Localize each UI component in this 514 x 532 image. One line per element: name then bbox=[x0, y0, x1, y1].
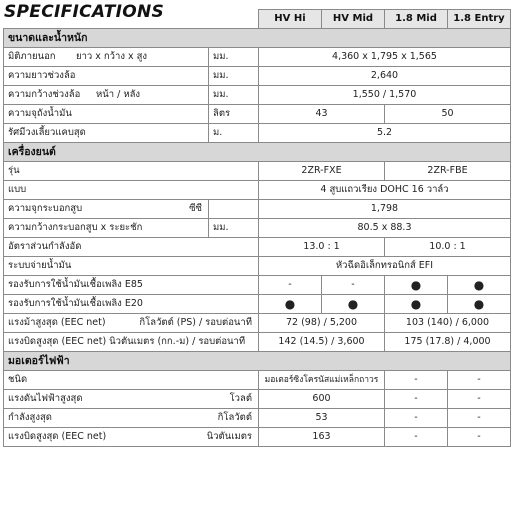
spec-row bbox=[4, 200, 511, 219]
model-18-mid: 1.8 Mid bbox=[385, 10, 448, 29]
label-sub: ซีซี bbox=[189, 203, 202, 214]
spec-row bbox=[4, 333, 511, 352]
section-dimensions: ขนาดและน้ำหนัก bbox=[4, 29, 511, 48]
spec-row bbox=[4, 276, 511, 295]
spec-row bbox=[4, 257, 511, 276]
spec-value-hv: 53 bbox=[259, 409, 385, 428]
spec-table bbox=[3, 9, 511, 447]
spec-unit: ลิตร bbox=[209, 105, 259, 124]
spec-cell: - bbox=[448, 428, 511, 447]
label-text: กำลังสูงสุด bbox=[8, 412, 52, 423]
label-text: มิติภายนอก bbox=[8, 51, 56, 62]
spec-value-gas: 103 (140) / 6,000 bbox=[385, 314, 511, 333]
spec-label: ระบบจ่ายน้ำมัน bbox=[4, 257, 259, 276]
spec-value-hv: 163 bbox=[259, 428, 385, 447]
spec-label: ชนิด bbox=[4, 371, 259, 390]
spec-label: แรงบิดสูงสุด (EEC net) นิวตันเมตร (กก.-ม) / รอบต่อนาที bbox=[4, 333, 259, 352]
spec-row bbox=[4, 314, 511, 333]
spec-label bbox=[4, 200, 209, 219]
spec-label: รุ่น bbox=[4, 162, 259, 181]
section-engine: เครื่องยนต์ bbox=[4, 143, 511, 162]
spec-label: อัตราส่วนกำลังอัด bbox=[4, 238, 259, 257]
spec-cell: - bbox=[385, 428, 448, 447]
spec-unit: ม. bbox=[209, 124, 259, 143]
spec-cell: ● bbox=[259, 295, 322, 314]
spec-cell: ● bbox=[322, 295, 385, 314]
spec-label bbox=[4, 428, 259, 447]
model-hv-mid: HV Mid bbox=[322, 10, 385, 29]
spec-value-hv: 142 (14.5) / 3,600 bbox=[259, 333, 385, 352]
spec-value: 4,360 x 1,795 x 1,565 bbox=[259, 48, 511, 67]
spec-row bbox=[4, 86, 511, 105]
spec-label: รองรับการใช้น้ำมันเชื้อเพลิง E20 bbox=[4, 295, 259, 314]
spec-row bbox=[4, 48, 511, 67]
spec-value: หัวฉีดอิเล็กทรอนิกส์ EFI bbox=[259, 257, 511, 276]
spec-label bbox=[4, 48, 209, 67]
spec-value-gas: 175 (17.8) / 4,000 bbox=[385, 333, 511, 352]
header-spacer bbox=[4, 10, 259, 29]
spec-value-hv: 43 bbox=[259, 105, 385, 124]
spec-row bbox=[4, 124, 511, 143]
spec-unit: มม. bbox=[209, 67, 259, 86]
label-text: แรงบิดสูงสุด (EEC net) bbox=[8, 431, 107, 442]
spec-label: ความกว้างกระบอกสูบ x ระยะชัก bbox=[4, 219, 209, 238]
spec-label: รัศมีวงเลี้ยวแคบสุด bbox=[4, 124, 209, 143]
label-text: ความจุกระบอกสูบ bbox=[8, 203, 83, 214]
spec-label bbox=[4, 86, 209, 105]
spec-cell: - bbox=[448, 390, 511, 409]
spec-value-gas: 50 bbox=[385, 105, 511, 124]
spec-row bbox=[4, 371, 511, 390]
label-text: ความกว้างช่วงล้อ bbox=[8, 89, 81, 100]
spec-row bbox=[4, 390, 511, 409]
spec-value-hv: มอเตอร์ซิงโครนัสแม่เหล็กถาวร bbox=[259, 371, 385, 390]
spec-row bbox=[4, 428, 511, 447]
spec-cell: - bbox=[385, 390, 448, 409]
label-sub: ยาว x กว้าง x สูง bbox=[76, 51, 148, 62]
spec-value: 1,798 bbox=[259, 200, 511, 219]
label-sub: หน้า / หลัง bbox=[96, 89, 141, 100]
spec-cell: ● bbox=[448, 295, 511, 314]
spec-value-gas: 2ZR-FBE bbox=[385, 162, 511, 181]
label-text: แรงดันไฟฟ้าสูงสุด bbox=[8, 393, 83, 404]
spec-value-hv: 13.0 : 1 bbox=[259, 238, 385, 257]
header-row bbox=[4, 10, 511, 29]
spec-value-hv: 600 bbox=[259, 390, 385, 409]
spec-unit: มม. bbox=[209, 48, 259, 67]
spec-value-gas: 10.0 : 1 bbox=[385, 238, 511, 257]
model-18-entry: 1.8 Entry bbox=[448, 10, 511, 29]
spec-label: ความยาวช่วงล้อ bbox=[4, 67, 209, 86]
section-row bbox=[4, 29, 511, 48]
spec-value: 2,640 bbox=[259, 67, 511, 86]
spec-unit bbox=[209, 200, 259, 219]
spec-row bbox=[4, 295, 511, 314]
label-sub: โวลต์ bbox=[229, 393, 252, 404]
label-text: แรงม้าสูงสุด (EEC net) bbox=[8, 317, 106, 328]
spec-row bbox=[4, 219, 511, 238]
spec-cell: - bbox=[448, 409, 511, 428]
section-row bbox=[4, 143, 511, 162]
spec-cell: - bbox=[385, 371, 448, 390]
spec-row bbox=[4, 67, 511, 86]
spec-cell: - bbox=[448, 371, 511, 390]
spec-cell: ● bbox=[385, 276, 448, 295]
spec-label: รองรับการใช้น้ำมันเชื้อเพลิง E85 bbox=[4, 276, 259, 295]
spec-value-hv: 72 (98) / 5,200 bbox=[259, 314, 385, 333]
spec-label bbox=[4, 390, 259, 409]
spec-cell: - bbox=[385, 409, 448, 428]
page-title: SPECIFICATIONS bbox=[4, 2, 165, 22]
spec-row bbox=[4, 105, 511, 124]
spec-row bbox=[4, 409, 511, 428]
spec-cell: - bbox=[259, 276, 322, 295]
spec-value: 4 สูบแถวเรียง DOHC 16 วาล์ว bbox=[259, 181, 511, 200]
spec-unit: มม. bbox=[209, 219, 259, 238]
spec-value: 1,550 / 1,570 bbox=[259, 86, 511, 105]
label-sub: กิโลวัตต์ bbox=[217, 412, 252, 423]
spec-value: 5.2 bbox=[259, 124, 511, 143]
spec-label: แบบ bbox=[4, 181, 259, 200]
spec-label: ความจุถังน้ำมัน bbox=[4, 105, 209, 124]
spec-cell: ● bbox=[448, 276, 511, 295]
spec-unit: มม. bbox=[209, 86, 259, 105]
model-hv-hi: HV Hi bbox=[259, 10, 322, 29]
label-sub: กิโลวัตต์ (PS) / รอบต่อนาที bbox=[139, 317, 252, 328]
spec-cell: - bbox=[322, 276, 385, 295]
section-row bbox=[4, 352, 511, 371]
spec-value-hv: 2ZR-FXE bbox=[259, 162, 385, 181]
spec-row bbox=[4, 181, 511, 200]
spec-row bbox=[4, 162, 511, 181]
label-sub: นิวตันเมตร bbox=[206, 431, 252, 442]
spec-value: 80.5 x 88.3 bbox=[259, 219, 511, 238]
section-motor: มอเตอร์ไฟฟ้า bbox=[4, 352, 511, 371]
spec-label bbox=[4, 409, 259, 428]
spec-cell: ● bbox=[385, 295, 448, 314]
spec-label bbox=[4, 314, 259, 333]
spec-row bbox=[4, 238, 511, 257]
